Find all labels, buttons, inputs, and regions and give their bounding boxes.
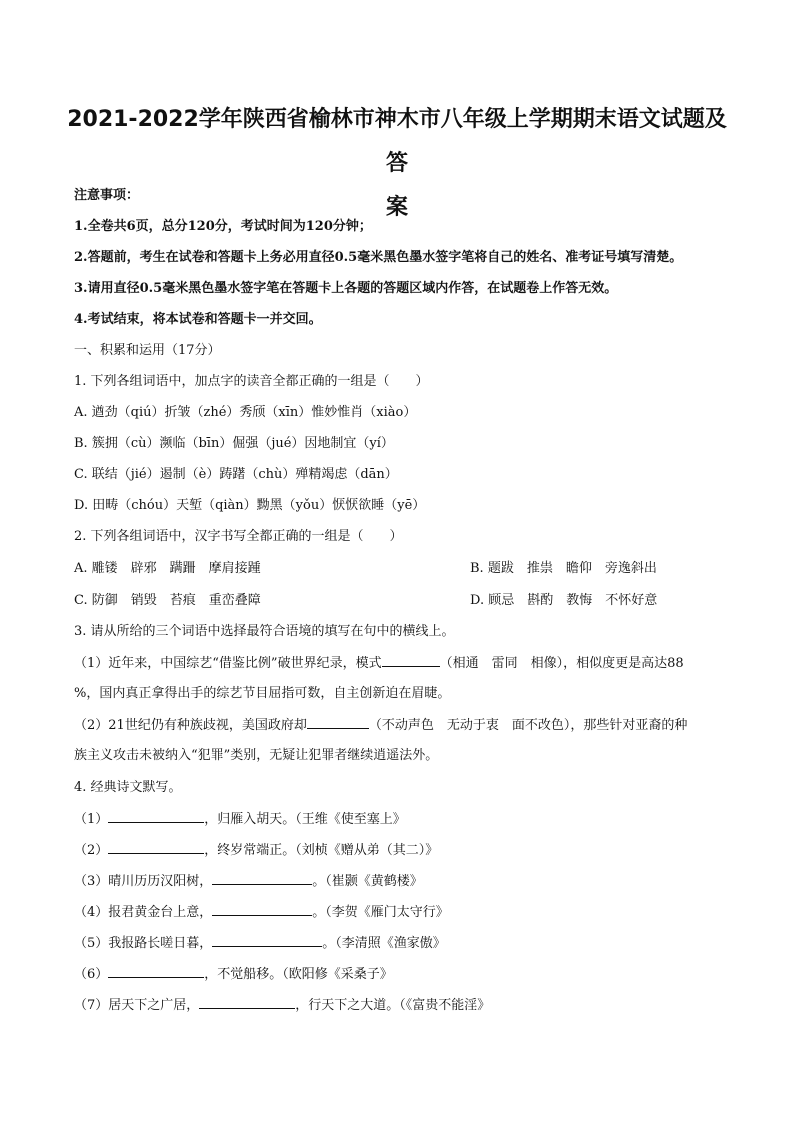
- q4-line-6-suffix: ，不觉船移。（欧阳修《采桑子》: [204, 967, 393, 982]
- q4-stem: 4. 经典诗文默写。: [74, 780, 182, 795]
- q3-part-1-line-2: %，国内真正拿得出手的综艺节目屈指可数，自主创新迫在眉睫。: [74, 686, 451, 701]
- q4-line-6: [74, 963, 734, 986]
- q2-option-b: B. 题跋 推祟 瞻仰 旁逸斜出: [470, 561, 657, 576]
- section-1-heading: 一、积累和运用（17分）: [74, 343, 221, 358]
- q3-part-1-text-b: （相通 雷同 相像），相似度更是高达88: [439, 656, 684, 671]
- title-line-1: 2021-2022学年陕西省榆林市神木市八年级上学期期末语文试题及答: [67, 107, 727, 176]
- document-title: [60, 98, 734, 230]
- q4-line-5: [74, 932, 734, 955]
- q4-line-5-suffix: 。（李清照《渔家傲》: [322, 936, 446, 951]
- q4-line-1-prefix: （1）: [74, 812, 109, 827]
- q4-line-5-prefix: （5）我报路长嗟日暮，: [74, 936, 213, 951]
- q3-part-1-line-1: [74, 652, 734, 675]
- q2-row-1: [74, 558, 734, 580]
- q4-line-7-prefix: （7）居天下之广居，: [74, 998, 200, 1013]
- q1-option-d: D. 田畴（chóu）天堑（qiàn）黝黑（yǒu）恹恹欲睡（yē）: [74, 498, 426, 513]
- q4-line-4: [74, 901, 734, 924]
- q1-stem: 1. 下列各组词语中，加点字的读音全都正确的一组是（ ）: [74, 374, 429, 389]
- q2-row-2: [74, 590, 734, 612]
- note-item-2: 2.答题前，考生在试卷和答题卡上务必用直径0.5毫米黑色墨水签字笔将自己的姓名、准考证号填写清楚。: [74, 250, 683, 265]
- q3-part-2-text-a: （2）21世纪仍有种族歧视，美国政府却: [74, 718, 307, 733]
- title-line-2: 案: [385, 195, 408, 220]
- q4-line-3: [74, 870, 734, 893]
- q4-line-4-blank[interactable]: [212, 901, 312, 916]
- q4-line-2-prefix: （2）: [74, 843, 109, 858]
- q4-line-4-suffix: 。（李贺《雁门太守行》: [312, 905, 449, 920]
- q4-line-2-suffix: ，终岁常端正。（刘桢《赠从弟（其二）》: [204, 843, 439, 858]
- q4-line-3-suffix: 。（崔颢《黄鹤楼》: [312, 874, 423, 889]
- note-item-3: 3.请用直径0.5毫米黑色墨水签字笔在答题卡上各题的答题区域内作答，在试题卷上作答无效。: [74, 281, 618, 296]
- q4-line-1-blank[interactable]: [108, 808, 204, 823]
- q2-stem: 2. 下列各组词语中，汉字书写全都正确的一组是（ ）: [74, 529, 403, 544]
- q4-line-2: [74, 839, 734, 862]
- q2-option-c: C. 防御 销毁 苔痕 重峦叠障: [74, 593, 261, 608]
- q2-option-a: A. 雕镂 辟邪 蹒跚 摩肩接踵: [74, 561, 261, 576]
- q3-part-2-blank[interactable]: [307, 714, 369, 729]
- q3-part-1-blank[interactable]: [382, 652, 440, 667]
- note-item-4: 4.考试结束，将本试卷和答题卡一并交回。: [74, 312, 322, 327]
- notes-heading: 注意事项：: [74, 188, 140, 203]
- q4-line-3-blank[interactable]: [212, 870, 312, 885]
- q3-part-2-line-2: 族主义攻击未被纳入“犯罪”类别，无疑让犯罪者继续逍遥法外。: [74, 748, 439, 763]
- q2-option-d: D. 顾忌 斟酌 教悔 不怀好意: [470, 593, 658, 608]
- q4-line-1: [74, 808, 734, 831]
- q4-line-7-blank[interactable]: [199, 994, 295, 1009]
- q4-line-6-blank[interactable]: [108, 963, 204, 978]
- q4-line-7: [74, 994, 734, 1017]
- q1-option-a: A. 遒劲（qiú）折皱（zhé）秀颀（xīn）惟妙惟肖（xiào）: [74, 405, 417, 420]
- q3-part-2-text-b: （不动声色 无动于衷 面不改色），那些针对亚裔的种: [368, 718, 688, 733]
- q4-line-5-blank[interactable]: [212, 932, 322, 947]
- q1-option-c: C. 联结（jié）遏制（è）踌躇（chù）殚精竭虑（dān）: [74, 467, 398, 482]
- note-item-1: 1.全卷共6页，总分120分，考试时间为120分钟；: [74, 219, 372, 234]
- q3-part-2-line-1: [74, 714, 734, 737]
- q4-line-4-prefix: （4）报君黄金台上意，: [74, 905, 213, 920]
- q3-stem: 3. 请从所给的三个词语中选择最符合语境的填写在句中的横线上。: [74, 624, 455, 639]
- q4-line-2-blank[interactable]: [108, 839, 204, 854]
- q4-line-3-prefix: （3）晴川历历汉阳树，: [74, 874, 213, 889]
- q1-option-b: B. 簇拥（cù）濒临（bīn）倔强（jué）因地制宜（yí）: [74, 436, 394, 451]
- q4-line-1-suffix: ，归雁入胡天。（王维《使至塞上》: [204, 812, 406, 827]
- q3-part-1-text-a: （1）近年来，中国综艺“借鉴比例”破世界纪录，模式: [74, 656, 382, 671]
- q4-line-6-prefix: （6）: [74, 967, 109, 982]
- q4-line-7-suffix: ，行天下之大道。（《富贵不能淫》: [295, 998, 491, 1013]
